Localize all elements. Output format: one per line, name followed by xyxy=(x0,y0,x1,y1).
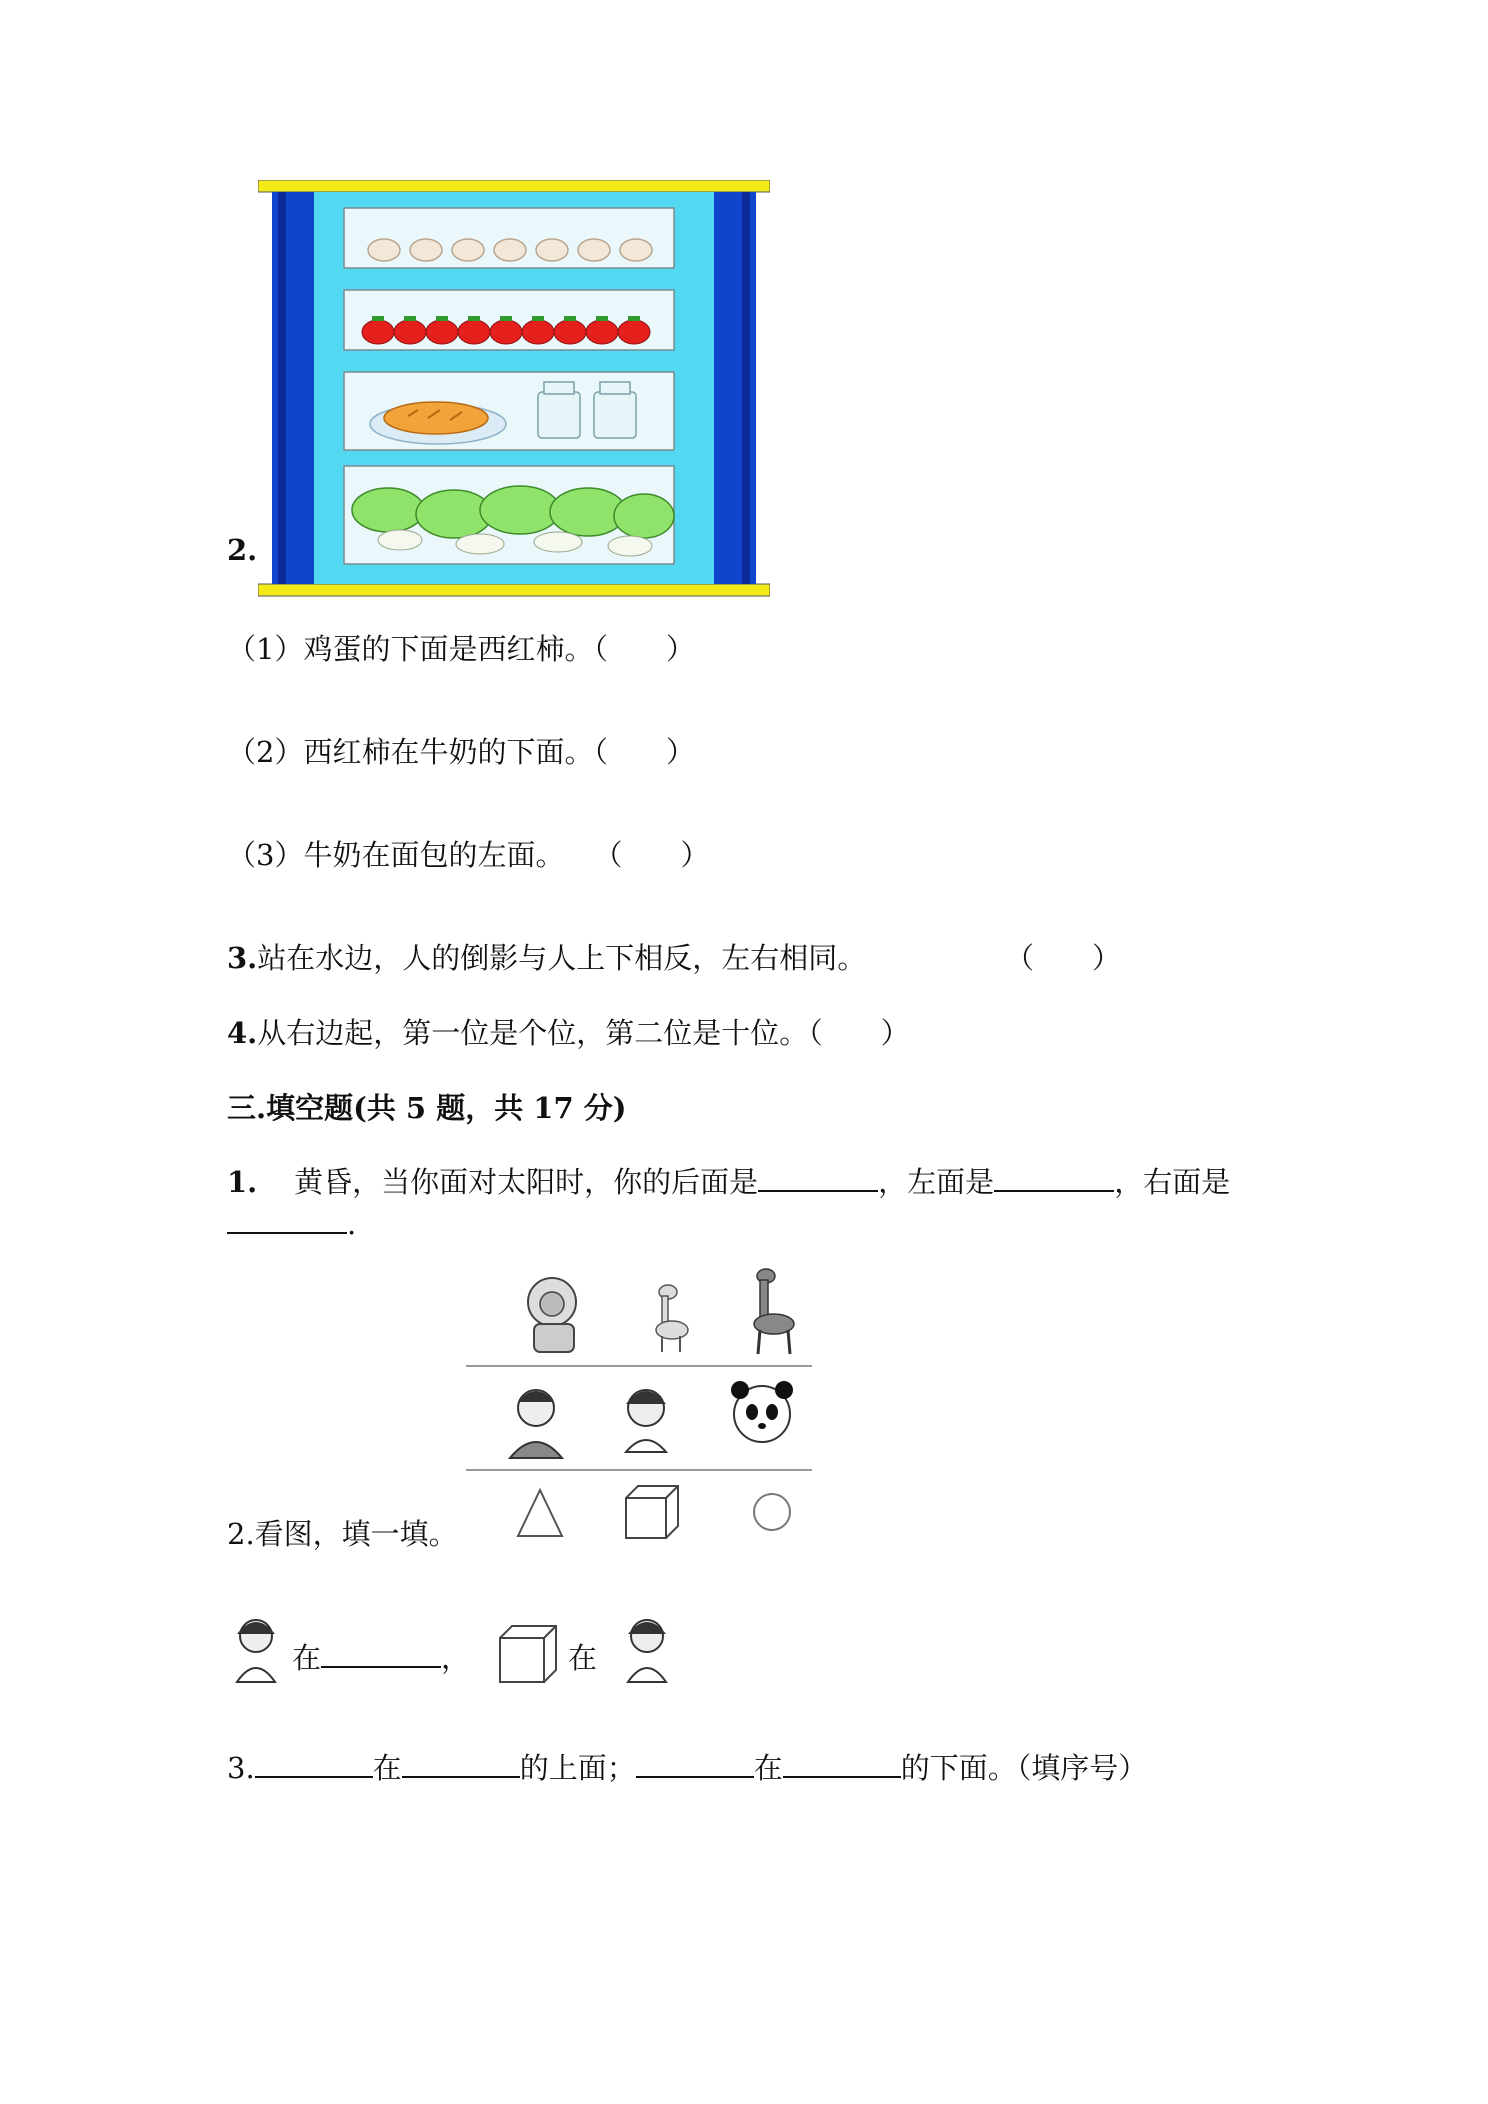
boy-icon xyxy=(626,1390,666,1452)
small-giraffe-icon xyxy=(656,1285,688,1352)
fill-2-boy-icon-a xyxy=(227,1612,285,1684)
giraffe-icon xyxy=(754,1269,794,1354)
question-2-sub-3: （3）牛奶在面包的左面。 （ ） xyxy=(227,838,710,872)
fill-2-boy-icon-b xyxy=(618,1612,676,1684)
fill-3-zai-2: 在 xyxy=(753,1751,783,1785)
question-2-sub-2: （2）西红柿在牛奶的下面。（ ） xyxy=(227,735,695,769)
cube-icon xyxy=(626,1486,678,1538)
lion-icon xyxy=(528,1278,576,1352)
fill-1-blank-behind[interactable] xyxy=(758,1162,878,1192)
fill-3-number: 3. xyxy=(227,1751,255,1785)
question-3 xyxy=(227,938,866,978)
position-grid-illustration xyxy=(466,1262,812,1562)
question-3-text: 站在水边，人的倒影与人上下相反，左右相同。 xyxy=(257,941,867,975)
fill-3-blank-2[interactable] xyxy=(402,1748,520,1778)
question-4-number: 4. xyxy=(227,1016,258,1050)
fill-2-line xyxy=(292,1638,470,1678)
fill-3-blank-1[interactable] xyxy=(255,1748,373,1778)
fill-3-zai-1: 在 xyxy=(372,1751,402,1785)
panda-icon xyxy=(731,1381,793,1442)
fridge-illustration xyxy=(258,180,770,598)
fill-3-de-shang: 的上面； xyxy=(519,1751,636,1785)
fill-3-blank-4[interactable] xyxy=(783,1748,901,1778)
fill-1-text-c: ，右面是 xyxy=(1114,1165,1231,1199)
fill-question-3 xyxy=(227,1748,1147,1788)
fill-question-1-line-2 xyxy=(227,1204,356,1244)
man-icon xyxy=(510,1390,562,1458)
question-3-number: 3. xyxy=(227,941,258,975)
question-2-number: 2. xyxy=(227,533,258,567)
fill-2-zai-1: 在 xyxy=(292,1641,322,1675)
fill-2-blank[interactable] xyxy=(321,1638,441,1668)
question-4 xyxy=(227,1013,910,1053)
fill-1-text-d: . xyxy=(347,1207,357,1241)
fill-3-blank-3[interactable] xyxy=(636,1748,754,1778)
triangle-icon xyxy=(518,1490,562,1536)
fill-1-text-a: 黄昏，当你面对太阳时，你的后面是 xyxy=(294,1165,759,1199)
fill-1-text-b: ，左面是 xyxy=(878,1165,995,1199)
section-3-title: 三.填空题(共 5 题，共 17 分) xyxy=(227,1091,627,1125)
circle-icon xyxy=(754,1494,790,1530)
fill-question-1 xyxy=(227,1162,1230,1202)
fill-1-blank-left[interactable] xyxy=(994,1162,1114,1192)
question-3-answer-paren: （ ） xyxy=(1005,941,1122,975)
question-4-text: 从右边起，第一位是个位，第二位是十位。（ ） xyxy=(257,1016,910,1050)
fill-1-blank-right[interactable] xyxy=(227,1204,347,1234)
fill-1-number: 1. xyxy=(227,1165,258,1199)
fill-question-2-label: 2.看图，填一填。 xyxy=(227,1517,458,1551)
question-2-sub-1: （1）鸡蛋的下面是西红柿。（ ） xyxy=(227,632,695,666)
fill-3-de-xia: 的下面。（填序号） xyxy=(900,1751,1148,1785)
fill-2-comma: ， xyxy=(441,1641,471,1675)
fill-2-cube-icon xyxy=(496,1622,560,1686)
fill-2-zai-2: 在 xyxy=(568,1641,598,1675)
